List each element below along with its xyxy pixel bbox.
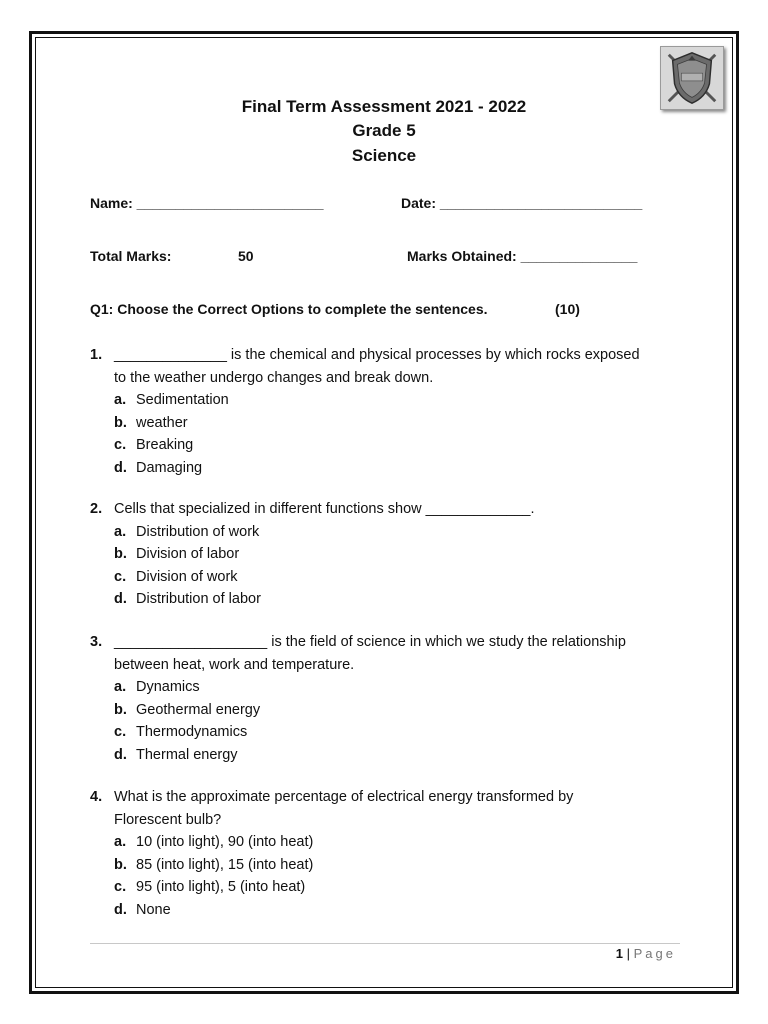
- option-d[interactable]: [90, 588, 690, 611]
- option-c[interactable]: [90, 566, 690, 589]
- page-number: 1: [615, 946, 623, 961]
- option-letter: b.: [114, 701, 127, 718]
- question-4: [90, 786, 690, 921]
- option-text: Breaking: [136, 437, 194, 453]
- option-text: Thermal energy: [136, 746, 238, 763]
- option-text: 85 (into light), 15 (into heat): [136, 856, 314, 873]
- option-text: Thermodynamics: [136, 724, 248, 740]
- question-number: 3.: [90, 634, 103, 650]
- question-3: [90, 631, 690, 766]
- option-text: 10 (into light), 90 (into heat): [136, 834, 314, 850]
- option-a[interactable]: [90, 521, 690, 544]
- option-letter: d.: [114, 901, 127, 918]
- question-text: What is the approximate percentage of electrical energy transformed by: [114, 789, 574, 805]
- question-number: 2.: [90, 501, 103, 517]
- option-letter: b.: [114, 856, 127, 873]
- option-text: Division of labor: [136, 546, 240, 562]
- option-d[interactable]: [90, 744, 690, 767]
- option-letter: b.: [114, 546, 127, 562]
- option-a[interactable]: [90, 389, 690, 412]
- section-marks: (10): [555, 301, 580, 317]
- option-text: weather: [136, 414, 188, 431]
- question-1: [90, 344, 690, 479]
- option-letter: d.: [114, 459, 127, 476]
- date-field[interactable]: Date: __________________________: [401, 195, 643, 211]
- option-letter: d.: [114, 746, 127, 763]
- option-b[interactable]: [90, 543, 690, 566]
- total-marks-value: 50: [238, 248, 254, 264]
- subject-label: Science: [351, 146, 417, 165]
- option-letter: c.: [114, 724, 127, 740]
- option-text: None: [136, 901, 171, 918]
- total-marks-label: Total Marks:: [90, 248, 172, 264]
- option-d[interactable]: [90, 899, 690, 922]
- question-text: ______________ is the chemical and physical processes by which rocks exposed: [114, 347, 640, 363]
- option-d[interactable]: [90, 457, 690, 480]
- option-letter: a.: [114, 392, 127, 408]
- option-letter: a.: [114, 834, 127, 850]
- option-letter: c.: [114, 879, 127, 895]
- assessment-title: Final Term Assessment 2021 - 2022: [241, 97, 527, 116]
- option-text: Geothermal energy: [136, 701, 261, 718]
- question-text: ___________________ is the field of science in which we study the relationship: [114, 634, 626, 650]
- question-text-cont: Florescent bulb?: [114, 811, 222, 828]
- option-text: Distribution of work: [136, 523, 260, 540]
- section-heading: [90, 301, 580, 317]
- option-a[interactable]: [90, 831, 690, 854]
- option-b[interactable]: [90, 699, 690, 722]
- option-text: Division of work: [136, 568, 238, 585]
- question-2: [90, 498, 690, 611]
- option-text: 95 (into light), 5 (into heat): [136, 879, 306, 895]
- option-letter: b.: [114, 414, 127, 431]
- section-instruction: Q1: Choose the Correct Options to complete the sentences.: [90, 301, 488, 317]
- option-letter: c.: [114, 437, 127, 453]
- option-text: Dynamics: [136, 679, 200, 695]
- page-footer: [616, 946, 676, 961]
- option-text: Distribution of labor: [136, 591, 261, 607]
- option-letter: c.: [114, 568, 127, 585]
- question-text: Cells that specialized in different functions show _____________.: [114, 501, 535, 517]
- option-c[interactable]: [90, 876, 690, 899]
- option-c[interactable]: [90, 721, 690, 744]
- option-letter: a.: [114, 679, 127, 695]
- option-text: Sedimentation: [136, 392, 229, 408]
- question-number: 4.: [90, 789, 103, 805]
- name-field[interactable]: Name: ________________________: [90, 195, 324, 211]
- option-a[interactable]: [90, 676, 690, 699]
- marks-obtained-field[interactable]: Marks Obtained: _______________: [407, 248, 638, 264]
- footer-separator: |: [626, 946, 630, 961]
- option-letter: a.: [114, 523, 127, 540]
- page-word: Page: [633, 946, 676, 961]
- option-text: Damaging: [136, 459, 203, 476]
- option-b[interactable]: [90, 412, 690, 435]
- footer-divider: [90, 943, 680, 944]
- option-b[interactable]: [90, 854, 690, 877]
- grade-label: Grade 5: [352, 121, 416, 140]
- question-number: 1.: [90, 347, 103, 363]
- question-text-cont: between heat, work and temperature.: [114, 656, 355, 673]
- option-letter: d.: [114, 591, 127, 607]
- question-text-cont: to the weather undergo changes and break down.: [114, 369, 434, 386]
- option-c[interactable]: [90, 434, 690, 457]
